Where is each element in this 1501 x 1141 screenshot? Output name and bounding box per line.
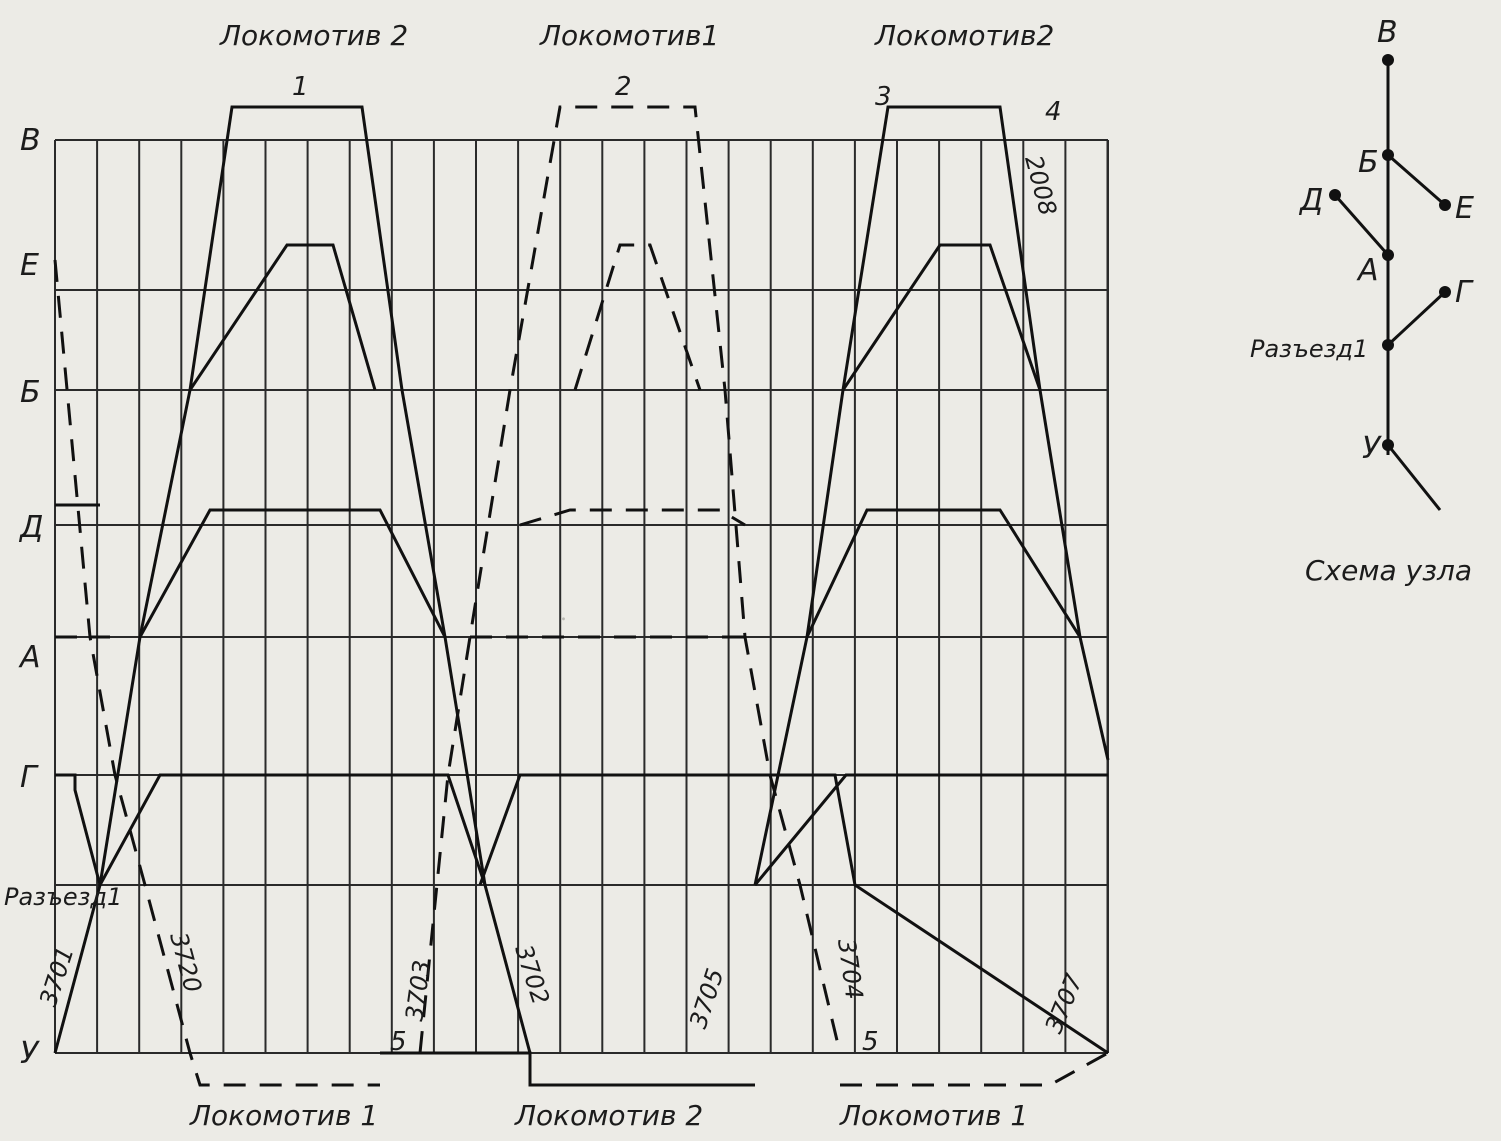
train-number-3705: 3705: [684, 965, 730, 1032]
period-number-4: 4: [1045, 97, 1062, 127]
bottom-label-loco1-right: Локомотив 1: [840, 1099, 1029, 1132]
bottom-label-loco2-mid: Локомотив 2: [515, 1099, 704, 1132]
train-path-7: [807, 510, 1080, 637]
dashed-path-8: [840, 1053, 1108, 1085]
train-path-12: [380, 1053, 755, 1085]
scheme-point-a: [1382, 249, 1394, 261]
dashed-path-4: [575, 245, 700, 390]
station-labels: [4, 123, 122, 1071]
scheme-branch-d: [1335, 195, 1388, 255]
train-path-8: [843, 245, 1040, 390]
scheme-label-g: Г: [1455, 275, 1472, 310]
node-scheme: [1250, 15, 1474, 587]
scheme-label-e: Е: [1455, 191, 1474, 226]
station-label-g: Г: [20, 760, 37, 795]
station-label-r: Разъезд1: [4, 883, 123, 911]
station-label-d: Д: [20, 510, 44, 545]
train-numbers: [34, 152, 1089, 1037]
dashed-path-3: [420, 107, 840, 1053]
station-label-u: У: [20, 1036, 39, 1071]
train-number-3701: 3701: [34, 943, 80, 1010]
train-path-3: [140, 510, 445, 637]
top-labels: [219, 19, 1062, 127]
train-number-2008: 2008: [1019, 152, 1063, 219]
scheme-point-u: [1382, 439, 1394, 451]
period-number-5b: 5: [862, 1027, 879, 1057]
dashed-path-1: [55, 260, 380, 1085]
svg-text:.: .: [560, 601, 567, 626]
station-label-e: Е: [20, 248, 39, 283]
period-number-1: 1: [292, 72, 309, 102]
train-path-9: [755, 775, 1108, 885]
scheme-title: Схема узла: [1305, 554, 1473, 587]
dashed-train-paths: [55, 107, 1108, 1085]
top-label-loco2-left: Локомотив 2: [220, 19, 409, 52]
train-path-10: [55, 775, 100, 885]
train-path-1: [55, 107, 530, 1053]
station-label-v: В: [20, 123, 41, 158]
scheme-label-b: Б: [1358, 145, 1379, 180]
scheme-point-g: [1439, 286, 1451, 298]
top-label-loco1-mid: Локомотив1: [540, 19, 720, 52]
train-path-4: [190, 245, 375, 390]
solid-train-paths: [55, 107, 1108, 1085]
scheme-label-v: В: [1377, 15, 1398, 50]
train-path-6: [755, 107, 1108, 885]
bottom-labels: [189, 1027, 1028, 1132]
period-number-5a: 5: [390, 1027, 407, 1057]
bottom-label-loco1-left: Локомотив 1: [190, 1099, 379, 1132]
scheme-branch-tail: [1388, 445, 1440, 510]
period-number-3: 3: [875, 82, 892, 112]
graph-grid: [55, 140, 1108, 1053]
scheme-label-r: Разъезд1: [1250, 335, 1369, 363]
scheme-point-b: [1382, 149, 1394, 161]
train-number-3703: 3703: [400, 958, 437, 1023]
train-number-3704: 3704: [832, 936, 869, 1002]
dashed-path-5: [520, 510, 745, 525]
train-number-3702: 3702: [509, 941, 555, 1008]
train-number-3707: 3707: [1039, 970, 1089, 1038]
train-number-3720: 3720: [164, 929, 208, 996]
train-path-5: [480, 775, 1108, 1053]
train-path-2: [100, 775, 485, 885]
scheme-point-e: [1439, 199, 1451, 211]
top-label-loco2-right: Локомотив2: [875, 19, 1055, 52]
scheme-branch-g: [1388, 292, 1445, 345]
scheme-point-d: [1329, 189, 1341, 201]
scheme-point-v: [1382, 54, 1394, 66]
station-label-b: Б: [20, 375, 41, 410]
station-label-a: А: [20, 640, 41, 675]
scheme-branch-e: [1388, 155, 1445, 205]
scheme-label-u: У: [1362, 431, 1381, 466]
scheme-point-r: [1382, 339, 1394, 351]
scheme-label-a: А: [1358, 253, 1379, 288]
time-lines: [97, 140, 1107, 1053]
scheme-label-d: Д: [1300, 183, 1324, 218]
period-number-2: 2: [615, 72, 632, 102]
